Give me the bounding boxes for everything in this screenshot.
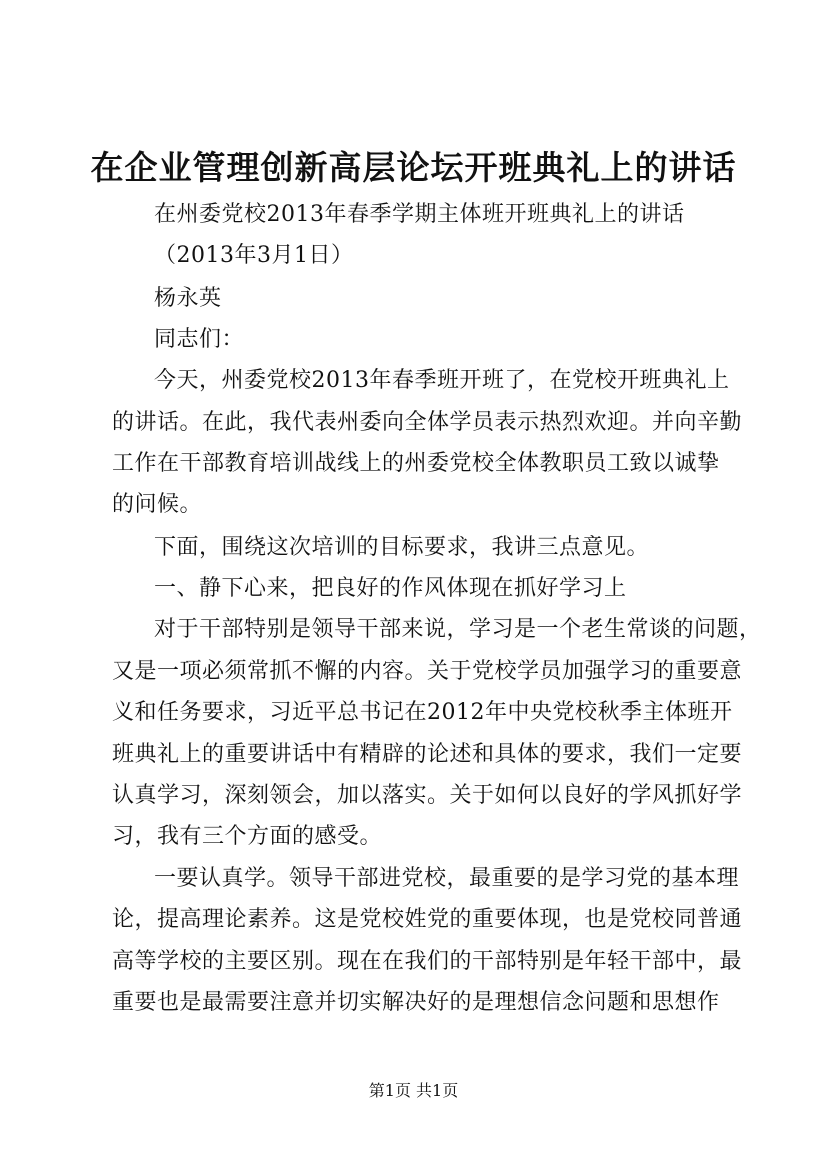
body-line: 工作在干部教育培训战线上的州委党校全体教职员工致以诚挚	[112, 451, 720, 476]
body-line: 下面，围绕这次培训的目标要求，我讲三点意见。	[154, 535, 650, 560]
body-line: 义和任务要求，习近平总书记在2012年中央党校秋季主体班开	[112, 700, 733, 725]
body-line: 的问候。	[112, 492, 203, 517]
body-line: 又是一项必须常抓不懈的内容。关于党校学员加强学习的重要意	[112, 659, 743, 684]
body-line: 一要认真学。领导干部进党校，最重要的是学习党的基本理	[154, 866, 740, 891]
body-line: 班典礼上的重要讲话中有精辟的论述和具体的要求，我们一定要	[112, 742, 743, 767]
section-heading: 一、静下心来，把良好的作风体现在抓好学习上	[154, 576, 627, 601]
body-line: 今天，州委党校2013年春季班开班了，在党校开班典礼上	[154, 368, 730, 393]
salutation-line: 同志们：	[154, 327, 245, 352]
subtitle-line: 在州委党校2013年春季学期主体班开班典礼上的讲话	[154, 202, 685, 227]
document-title: 在企业管理创新高层论坛开班典礼上的讲话	[90, 148, 737, 187]
body-line: 论，提高理论素养。这是党校姓党的重要体现，也是党校同普通	[112, 907, 743, 932]
body-line: 重要也是最需要注意并切实解决好的是理想信念问题和思想作	[112, 990, 720, 1015]
date-line: （2013年3月1日）	[154, 243, 354, 268]
body-line: 对于干部特别是领导干部来说，学习是一个老生常谈的问题，	[154, 617, 762, 642]
body-line: 的讲话。在此，我代表州委向全体学员表示热烈欢迎。并向辛勤	[112, 410, 743, 435]
body-line: 认真学习，深刻领会，加以落实。关于如何以良好的学风抓好学	[112, 783, 743, 808]
page-number-footer: 第1页 共1页	[368, 1081, 459, 1100]
author-line: 杨永英	[154, 286, 222, 311]
body-line: 习，我有三个方面的感受。	[112, 824, 383, 849]
body-line: 高等学校的主要区别。现在在我们的干部特别是年轻干部中，最	[112, 949, 743, 974]
